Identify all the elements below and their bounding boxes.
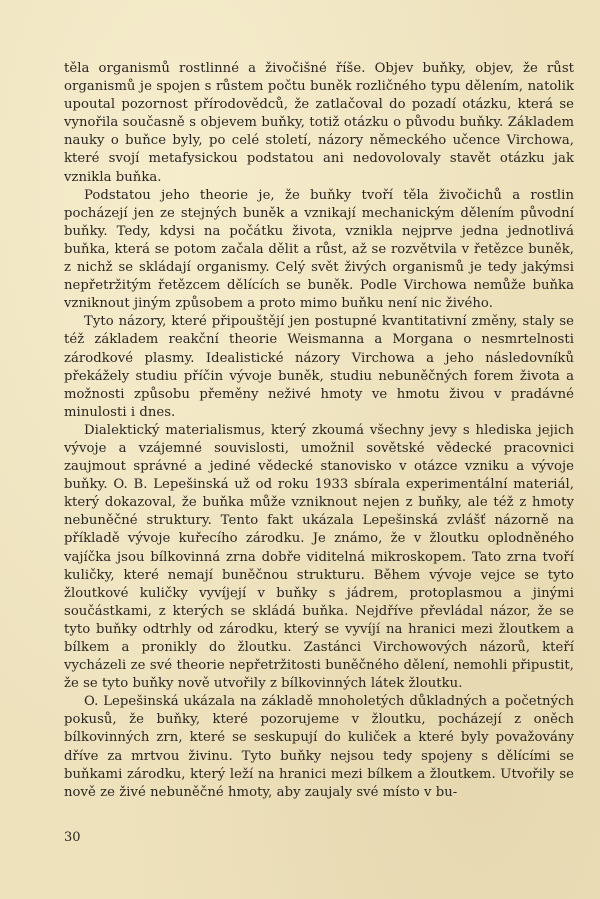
page-number: 30 [64,830,81,845]
page-body [64,60,574,802]
paragraph-4: Dialektický materialismus, který zkoumá všechny jevy s hlediska jejich vývoje a vzájemné souvislosti, umožnil sovětské vědecké pracovnici zaujmout správné a jediné vědecké stanovisko v otázce vzniku a vývoje buňky. O. B. Lepešinská už od roku 1933 sbírala experimentální materiál, který dokazoval, že buňka může vzniknout nejen z buňky, ale též z hmoty nebuněčné struktury. Tento fakt ukázala Lepešinská zvlášť názorně na příkladě vývoje kuřecího zárodku. Je známo, že v žloutku oplodněného vajíčka jsou bílkovinná zrna dobře viditelná mikroskopem. Tato zrna tvoří kuličky, které nemají buněčnou strukturu. Během vývoje vejce se tyto žloutkové kuličky vyvíjejí v buňky s jádrem, protoplasmou a jinými součástkami, z kterých se skládá buňka. Nejdříve převládal názor, že se tyto buňky odtrhly od zárodku, který se vyvíjí na hranici mezi žloutkem a bílkem a pronikly do žloutku. Zastánci Virchowových názorů, kteří vycházeli ze své theorie nepřetržitosti buněčného dělení, nemohli připustit, že se tyto buňky nově utvořily z bílkovinných látek žloutku. [64,422,574,692]
paragraph-2: Podstatou jeho theorie je, že buňky tvoří těla živočichů a rostlin pocházejí jen ze stejných buněk a vznikají mechanickým dělením původní buňky. Tedy, kdysi na počátku života, vznikla nejprve jedna jednotlivá buňka, která se potom začala dělit a růst, až se rozvětvila v řetězce buněk, z nichž se skládají organismy. Celý svět živých organismů je tedy jakýmsi nepřetržitým řetězcem dělících se buněk. Podle Virchowa nemůže buňka vzniknout jiným způsobem a proto mimo buňku není nic živého. [64,187,574,312]
text-block [64,60,574,802]
paragraph-3: Tyto názory, které připouštějí jen postupné kvantitativní změny, staly se též základem reakční theorie Weismanna a Morgana o nesmrtelnosti zárodkové plasmy. Idealistické názory Virchowa a jeho následovníků překážely studiu příčin vývoje buněk, studiu nebuněčných forem života a možnosti způsobu přeměny neživé hmoty ve hmotu živou v pradávné minulosti i dnes. [64,314,574,420]
paragraph-5: O. Lepešinská ukázala na základě mnoholetých důkladných a početných pokusů, že buňky, které pozorujeme v žloutku, pocházejí z oněch bílkovinných zrn, které se seskupují do kuliček a které byly považovány dříve za mrtvou živinu. Tyto buňky nejsou tedy spojeny s dělícími se buňkami zárodku, který leží na hranici mezi bílkem a žloutkem. Utvořily se nově ze živé nebuněčné hmoty, aby zaujaly své místo v bu- [64,694,574,800]
paragraph-1: těla organismů rostlinné a živočišné říše. Objev buňky, objev, že růst organismů je spojen s růstem počtu buněk rozličného typu dělením, natolik upoutal pozornost přírodovědců, že zatlačoval do pozadí otázku, která se vynořila současně s objevem buňky, totiž otázku o původu buňky. Základem nauky o buňce byly, po celé století, názory německého učence Virchowa, které svojí metafysickou podstatou ani nedovolovaly stavět otázku jak vznikla buňka. [64,61,574,185]
